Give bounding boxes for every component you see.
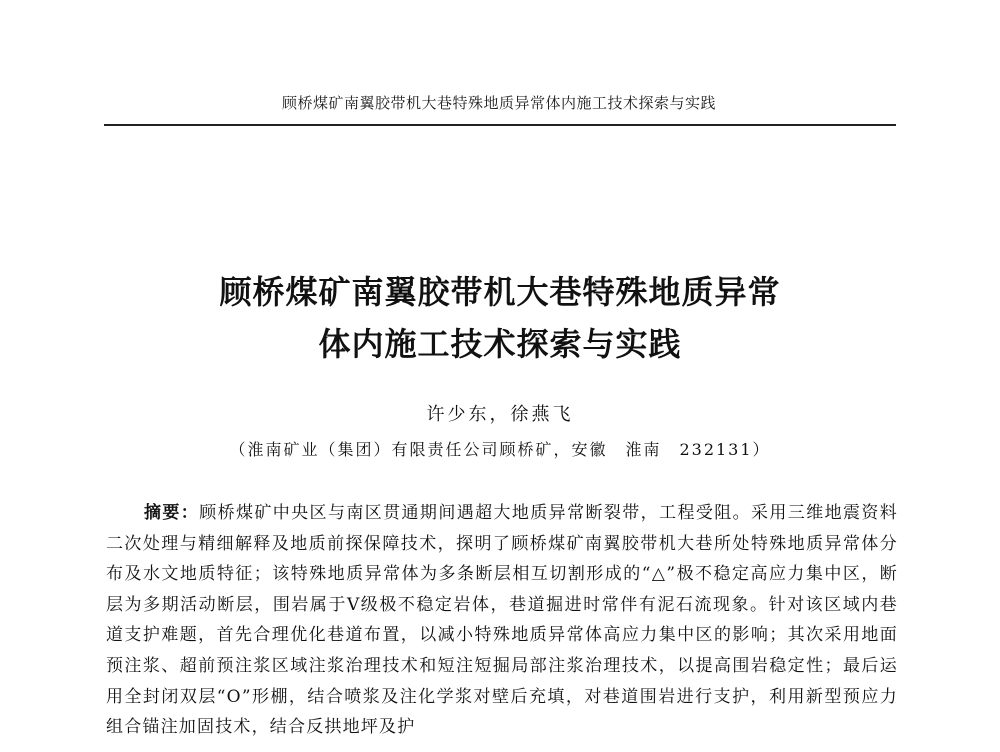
abstract-label: 摘要： (144, 503, 200, 523)
header-rule (104, 124, 896, 126)
paper-title-line-1: 顾桥煤矿南翼胶带机大巷特殊地质异常 (219, 273, 781, 311)
paper-title-line-2: 体内施工技术探索与实践 (318, 325, 682, 363)
running-header: 顾桥煤矿南翼胶带机大巷特殊地质异常体内施工技术探索与实践 (281, 94, 716, 112)
authors: 许少东，徐燕飞 (426, 404, 574, 425)
abstract (106, 498, 898, 743)
page-bottom-edge (0, 746, 1000, 752)
abstract-text: 顾桥煤矿中央区与南区贯通期间遇超大地质异常断裂带，工程受阻。采用三维地震资料二次处理与精细解释及地质前探保障技术，探明了顾桥煤矿南翼胶带机大巷所处特殊地质异常体分布及水文地质特征；该特殊地质异常体为多条断层相互切割形成的“△”极不稳定高应力集中区，断层为多期活动断层，围岩属于Ⅴ级极不稳定岩体，巷道掘进时常伴有泥石流现象。针对该区域内巷道支护难题，首先合理优化巷道布置，以减小特殊地质异常体高应力集中区的影响；其次采用地面预注浆、超前预注浆区域注浆治理技术和短注短掘局部注浆治理技术，以提高围岩稳定性；最后运用全封闭双层“O”形棚，结合喷浆及注化学浆对壁后充填，对巷道围岩进行支护，利用新型预应力组合锚注加固技术，结合反拱地坪及护 (106, 503, 898, 738)
affiliation: （淮南矿业（集团）有限责任公司顾桥矿，安徽 淮南 232131） (229, 440, 771, 459)
